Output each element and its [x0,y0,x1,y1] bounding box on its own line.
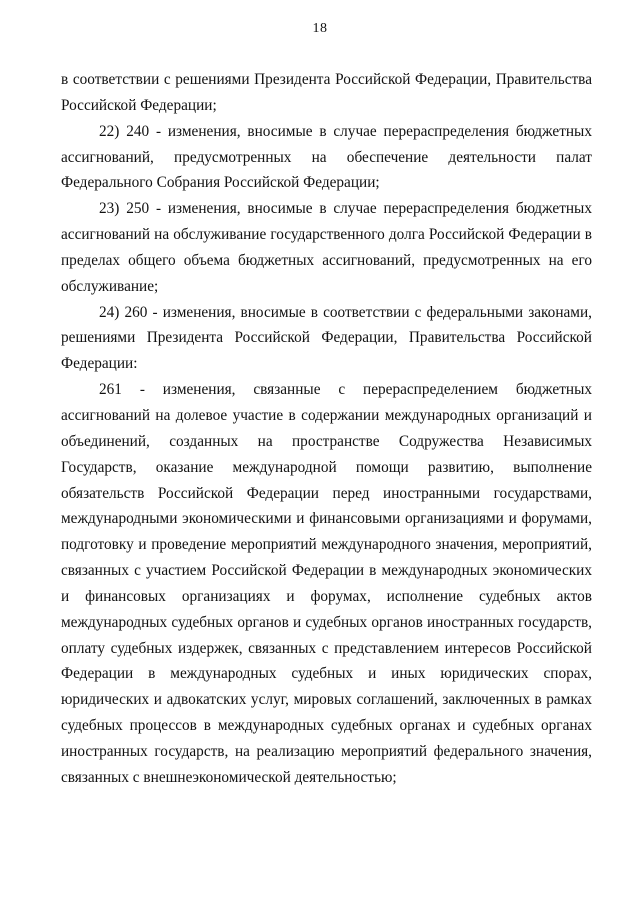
paragraph-item-22: 22) 240 - изменения, вносимые в случае перераспределения бюджетных ассигнований, предусмотренных на обеспечение деятельности палат Федерального Собрания Российской Федерации; [61,122,592,192]
paragraph-item-23: 23) 250 - изменения, вносимые в случае перераспределения бюджетных ассигнований на обслуживание государственного долга Российской Федерации в пределах общего объема бюджетных ассигнований, предусмотренных на его обслуживание; [61,200,592,295]
paragraph-item-261: 261 - изменения, связанные с перераспределением бюджетных ассигнований на долевое участие в содержании международных организаций и объединений, созданных на пространстве Содружества Независимых Государств, оказание международной помощи развитию, выполнение обязательств Российской Федерации перед иностранными государствами, международными экономическими и финансовыми организациями и форумами, подготовку и проведение мероприятий международного значения, мероприятий, связанных с участием Российской Федерации в международных экономических и финансовых организациях и форумах, исполнение судебных актов международных судебных органов и судебных органов иностранных государств, оплату судебных издержек, связанных с представлением интересов Российской Федерации в международных судебных и иных юридических спорах, юридических и адвокатских услуг, мировых соглашений, заключенных в рамках судебных процессов в международных судебных органах и судебных органах иностранных государств, на реализацию мероприятий федерального значения, связанных с внешнеэкономической деятельностью; [61,381,592,786]
paragraph-item-24: 24) 260 - изменения, вносимые в соответствии с федеральными законами, решениями Президента Российской Федерации, Правительства Российской Федерации: [61,303,592,373]
paragraph-continuation: в соответствии с решениями Президента Российской Федерации, Правительства Российской Федерации; [61,71,592,114]
document-body [61,67,592,791]
page-number: 18 [312,21,328,36]
